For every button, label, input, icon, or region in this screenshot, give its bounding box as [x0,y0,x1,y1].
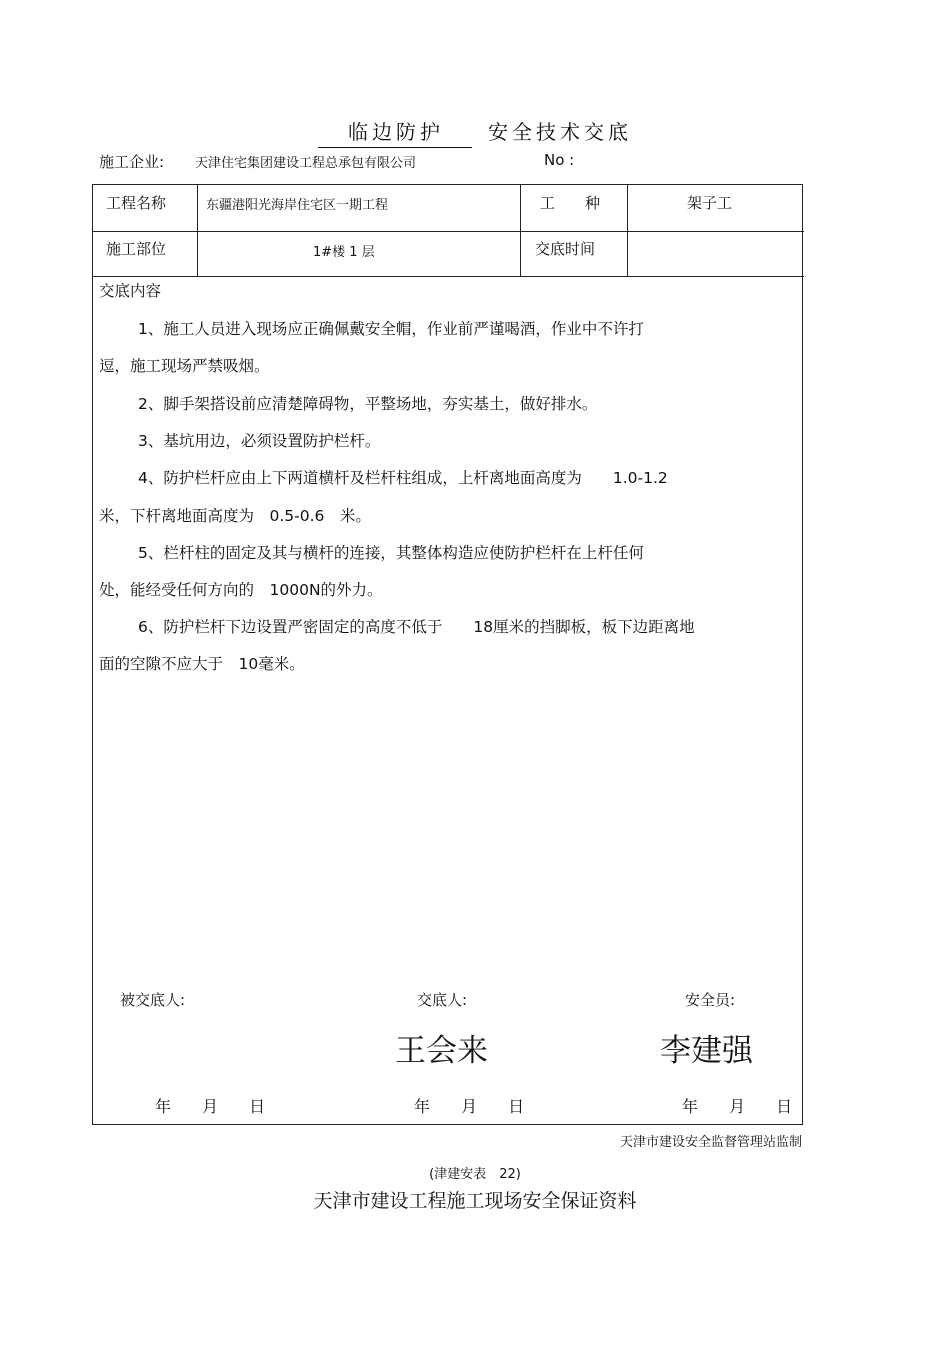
row-divider-1 [93,231,804,232]
content-line: 米，下杆离地面高度为 0.5-0.6 米。 [99,507,371,525]
form-code: (津建安表 22) [429,1167,521,1182]
document-title [0,116,950,148]
presenter-signature: 王会来 [395,1033,488,1069]
briefing-form [92,184,803,1125]
supervisor-note: 天津市建设安全监督管理站监制 [620,1135,803,1150]
trade-value: 架子工 [687,194,733,212]
safety-officer-label: 安全员: [685,991,736,1009]
content-line: 3、基坑用边，必须设置防护栏杆。 [138,432,381,450]
presenter-label: 交底人: [417,991,468,1009]
receiver-label: 被交底人: [120,991,186,1009]
column-divider-2 [520,185,521,276]
content-line: 处，能经受任何方向的 1000N的外力。 [99,581,383,599]
title-suffix: 安全技术交底 [488,120,632,144]
location-value: 1#楼 1 层 [313,245,375,260]
safety-officer-signature: 李建强 [660,1033,753,1069]
receiver-date: 年 月 日 [155,1097,266,1116]
content-line: 1、施工人员进入现场应正确佩戴安全帽，作业前严谨喝酒，作业中不许打 [138,320,644,338]
content-line: 面的空隙不应大于 10毫米。 [99,655,305,673]
row-divider-2 [93,276,804,277]
project-name-label: 工程名称 [106,194,167,212]
location-label: 施工部位 [106,240,167,258]
content-line: 4、防护栏杆应由上下两道横杆及栏杆柱组成，上杆离地面高度为 1.0-1.2 [138,469,668,487]
column-divider-3 [627,185,628,276]
trade-label: 工 种 [540,194,601,212]
company-label: 施工企业: [99,153,165,171]
title-topic: 临边防护 [318,116,472,148]
project-name-value: 东疆港阳光海岸住宅区一期工程 [206,198,389,213]
content-heading: 交底内容 [99,282,162,300]
presenter-date: 年 月 日 [414,1097,525,1116]
content-line: 6、防护栏杆下边设置严密固定的高度不低于 18厘米的挡脚板，板下边距离地 [138,618,695,636]
footer-title: 天津市建设工程施工现场安全保证资料 [313,1190,637,1212]
content-line: 2、脚手架搭设前应清楚障碍物，平整场地，夯实基土，做好排水。 [138,395,598,413]
content-line: 5、栏杆柱的固定及其与横杆的连接，其整体构造应使防护栏杆在上杆任何 [138,544,644,562]
company-name: 天津住宅集团建设工程总承包有限公司 [195,156,417,171]
column-divider-1 [197,185,198,276]
briefing-time-label: 交底时间 [535,240,596,258]
number-label: No : [544,151,575,169]
safety-officer-date: 年 月 日 [682,1097,793,1116]
content-line: 逗，施工现场严禁吸烟。 [99,357,270,375]
